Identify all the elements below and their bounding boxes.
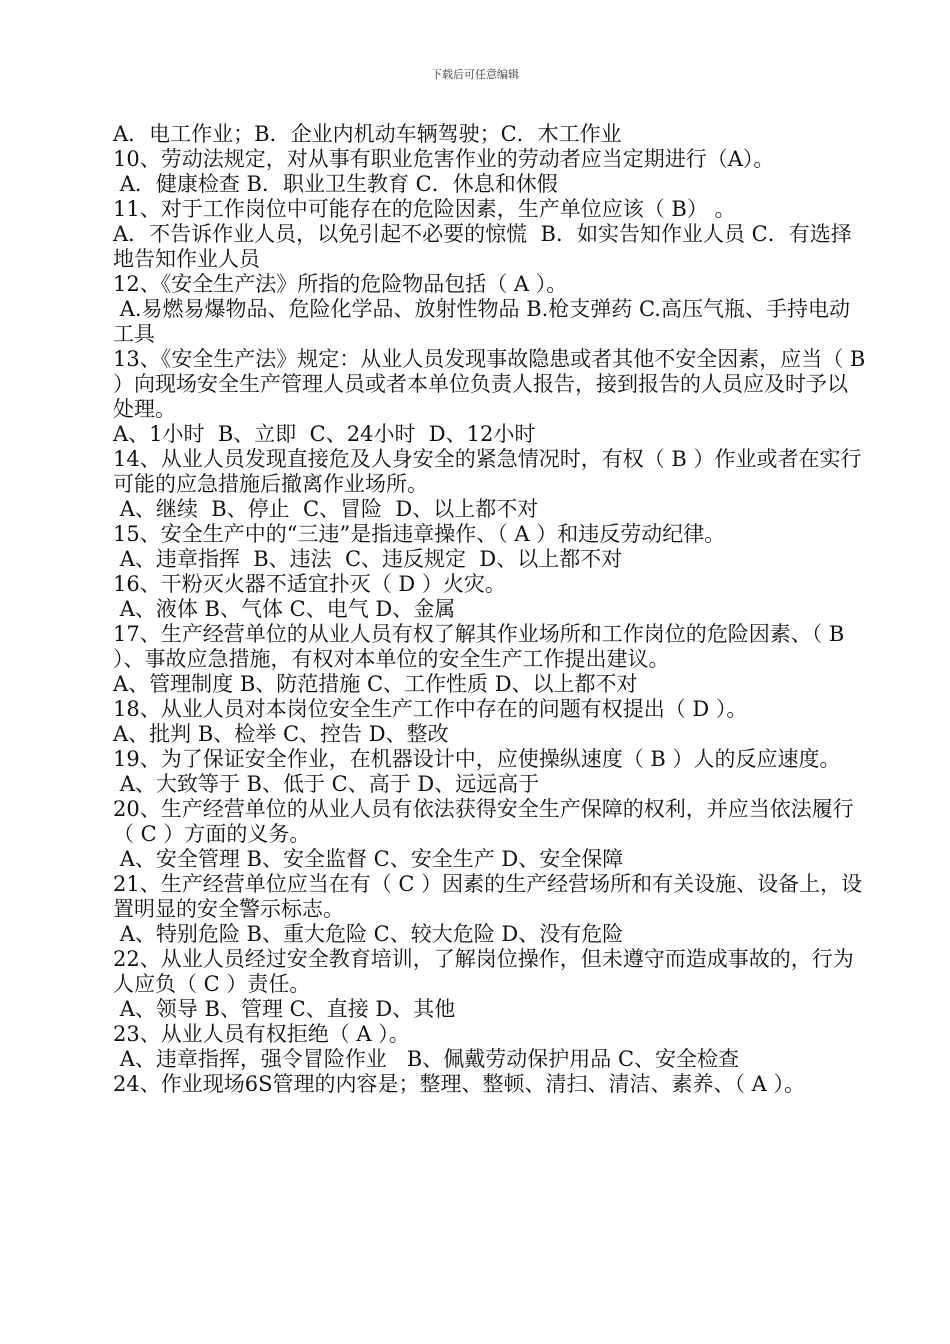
answer-options-line: A、液体 B、气体 C、电气 D、金属 [113,597,456,621]
question-line: 15、安全生产中的“三违”是指违章操作、（ A ）和违反劳动纪律。 [113,522,726,546]
question-line: 13、《安全生产法》规定：从业人员发现事故隐患或者其他不安全因素，应当（ B ）向现场安全生产管理人员或者本单位负责人报告，接到报告的人员应及时予以处理。 [113,347,873,421]
answer-options-line: A、违章指挥 B、违法 C、违反规定 D、以上都不对 [113,547,623,571]
answer-options-line: A、大致等于 B、低于 C、高于 D、远远高于 [113,772,540,796]
question-line: 14、从业人员发现直接危及人身安全的紧急情况时，有权（ B ）作业或者在实行可能的应急措施后撤离作业场所。 [113,447,862,496]
question-line: 24、作业现场6S管理的内容是；整理、整顿、清扫、清洁、素养、（ A ）。 [113,1072,805,1096]
answer-options-line: A、批判 B、检举 C、控告 D、整改 [113,722,449,746]
answer-options-line: A、继续 B、停止 C、冒险 D、以上都不对 [113,497,539,521]
answer-options-line: A、安全管理 B、安全监督 C、安全生产 D、安全保障 [113,847,624,871]
answer-options-line: A、1小时 B、立即 C、24小时 D、12小时 [113,422,536,446]
answer-options-line: A．电工作业；B．企业内机动车辆驾驶；C．木工作业 [113,122,622,146]
question-line: 19、为了保证安全作业，在机器设计中，应使操纵速度（ B ）人的反应速度。 [113,747,841,771]
answer-options-line: A.易燃易爆物品、危险化学品、放射性物品 B.枪支弹药 C.高压气瓶、手持电动工具 [113,297,850,346]
answer-options-line: A．不告诉作业人员，以免引起不必要的惊慌 B．如实告知作业人员 C．有选择地告知作业人员 [113,222,852,271]
question-line: 20、生产经营单位的从业人员有依法获得安全生产保障的权利，并应当依法履行（ C ）方面的义务。 [113,797,854,846]
question-line: 11、对于工作岗位中可能存在的危险因素，生产单位应该（ B） 。 [113,197,736,221]
answer-options-line: A、特别危险 B、重大危险 C、较大危险 D、没有危险 [113,922,624,946]
answer-options-line: A、领导 B、管理 C、直接 D、其他 [113,997,456,1021]
question-line: 22、从业人员经过安全教育培训，了解岗位操作，但未遵守而造成事故的，行为人应负（ C ）责任。 [113,947,854,996]
question-line: 12、《安全生产法》所指的危险物品包括（ A ）。 [113,272,568,296]
document-body [113,122,873,1097]
question-line: 17、生产经营单位的从业人员有权了解其作业场所和工作岗位的危险因素、（ B ）、事故应急措施，有权对本单位的安全生产工作提出建议。 [113,622,852,671]
question-line: 10、劳动法规定，对从事有职业危害作业的劳动者应当定期进行（A）。 [113,147,775,171]
question-line: 21、生产经营单位应当在有（ C ）因素的生产经营场所和有关设施、设备上，设置明显的安全警示标志。 [113,872,863,921]
answer-options-line: A、违章指挥，强令冒险作业 B、佩戴劳动保护用品 C、安全检查 [113,1047,740,1071]
question-line: 23、从业人员有权拒绝（ A ）。 [113,1022,410,1046]
answer-options-line: A、管理制度 B、防范措施 C、工作性质 D、以上都不对 [113,672,638,696]
question-line: 16、干粉灭火器不适宜扑灭（ D ）火灾。 [113,572,506,596]
question-line: 18、从业人员对本岗位安全生产工作中存在的问题有权提出（ D ）。 [113,697,748,721]
page-header: 下载后可任意编辑 [431,68,519,81]
answer-options-line: A．健康检查 B．职业卫生教育 C．休息和休假 [113,172,558,196]
